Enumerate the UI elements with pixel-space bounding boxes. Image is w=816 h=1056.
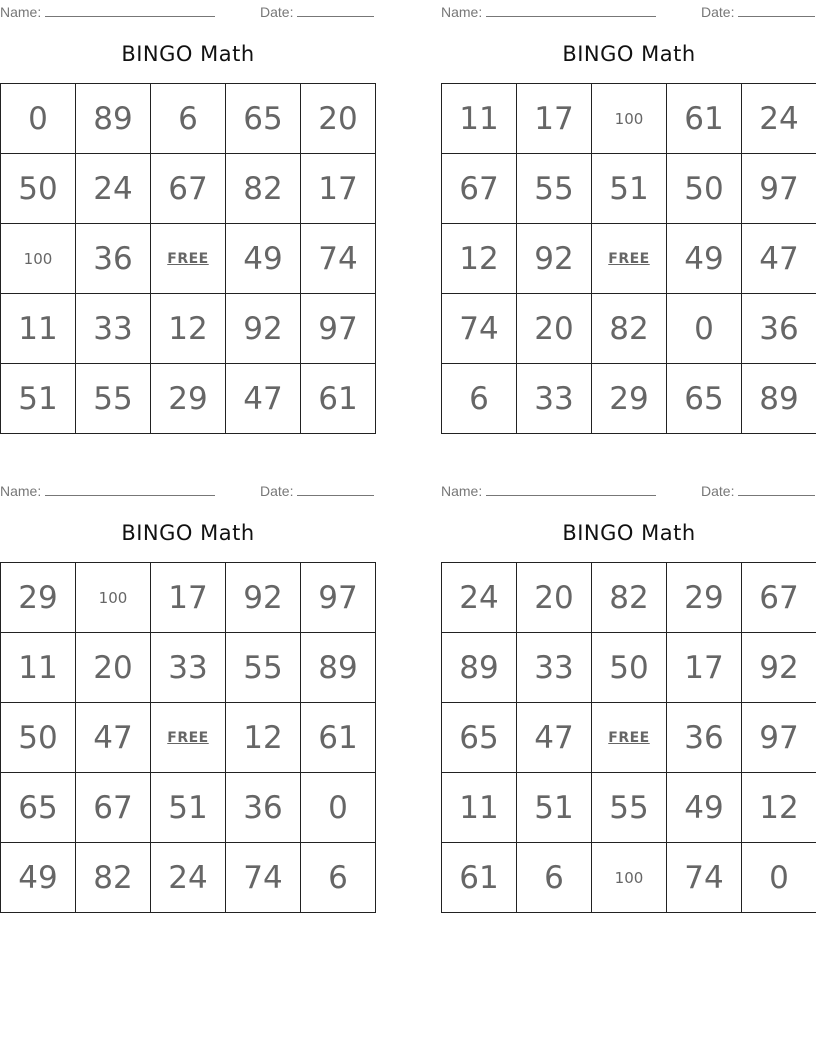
card-title: BINGO Math (562, 42, 696, 66)
name-date-bar (441, 0, 816, 20)
name-date-bar (441, 479, 816, 499)
card-title: BINGO Math (562, 521, 696, 545)
date-field[interactable] (260, 2, 374, 20)
grid-cell[interactable]: 82 (592, 563, 667, 633)
grid-cell[interactable]: 12 (742, 773, 816, 843)
grid-cell[interactable]: 50 (1, 154, 76, 224)
date-field[interactable] (701, 2, 815, 20)
name-label: Name: (441, 483, 483, 499)
date-line (297, 2, 374, 17)
grid-cell[interactable]: 67 (742, 563, 816, 633)
free-space-cell[interactable]: FREE (151, 703, 226, 773)
grid-cell[interactable]: 0 (1, 84, 76, 154)
grid-cell[interactable]: 0 (301, 773, 376, 843)
grid-cell[interactable]: 89 (742, 364, 816, 434)
grid-cell[interactable]: 33 (517, 633, 592, 703)
grid-cell[interactable]: 74 (301, 224, 376, 294)
grid-row (1, 563, 376, 633)
grid-cell[interactable]: 65 (226, 84, 301, 154)
grid-cell[interactable]: 12 (226, 703, 301, 773)
grid-cell[interactable]: 82 (76, 843, 151, 913)
grid-cell[interactable]: 29 (151, 364, 226, 434)
free-space-cell[interactable]: FREE (592, 703, 667, 773)
grid-cell[interactable]: 65 (667, 364, 742, 434)
grid-row (442, 843, 816, 913)
grid-cell[interactable]: 6 (442, 364, 517, 434)
grid-cell[interactable]: 24 (742, 84, 816, 154)
grid-cell[interactable]: 12 (151, 294, 226, 364)
grid-cell[interactable]: 29 (1, 563, 76, 633)
name-field[interactable] (0, 481, 215, 499)
grid-cell[interactable]: 61 (301, 703, 376, 773)
grid-cell[interactable]: 11 (1, 633, 76, 703)
card-title: BINGO Math (121, 42, 255, 66)
name-label: Name: (0, 4, 42, 20)
grid-row (1, 224, 376, 294)
grid-cell[interactable]: 36 (667, 703, 742, 773)
grid-cell[interactable]: 89 (301, 633, 376, 703)
grid-cell[interactable]: 67 (442, 154, 517, 224)
grid-row (1, 843, 376, 913)
grid-cell[interactable]: 47 (742, 224, 816, 294)
grid-cell[interactable]: 89 (442, 633, 517, 703)
date-label: Date: (701, 483, 735, 499)
name-date-bar (0, 0, 376, 20)
grid-cell[interactable]: 61 (301, 364, 376, 434)
free-space-cell[interactable]: FREE (592, 224, 667, 294)
grid-cell[interactable]: 49 (1, 843, 76, 913)
grid-cell[interactable]: 55 (226, 633, 301, 703)
grid-cell[interactable]: 29 (592, 364, 667, 434)
grid-cell[interactable]: 97 (301, 294, 376, 364)
grid-cell[interactable]: 12 (442, 224, 517, 294)
grid-cell[interactable]: 29 (667, 563, 742, 633)
grid-cell[interactable]: 20 (517, 563, 592, 633)
date-line (738, 2, 815, 17)
name-label: Name: (441, 4, 483, 20)
grid-cell[interactable]: 97 (742, 703, 816, 773)
grid-row (442, 154, 816, 224)
grid-row (1, 294, 376, 364)
date-label: Date: (701, 4, 735, 20)
bingo-grid (0, 83, 376, 434)
grid-cell[interactable]: 0 (667, 294, 742, 364)
grid-cell[interactable]: 20 (517, 294, 592, 364)
grid-cell[interactable]: 11 (442, 773, 517, 843)
bingo-grid (0, 562, 376, 913)
name-line (45, 2, 215, 17)
grid-cell[interactable]: 17 (667, 633, 742, 703)
grid-cell[interactable]: 97 (301, 563, 376, 633)
grid-cell[interactable]: 47 (76, 703, 151, 773)
grid-cell[interactable]: 55 (517, 154, 592, 224)
date-line (297, 481, 374, 496)
grid-cell[interactable]: 92 (742, 633, 816, 703)
grid-row (1, 703, 376, 773)
grid-row (442, 224, 816, 294)
grid-cell[interactable]: 50 (667, 154, 742, 224)
grid-cell[interactable]: 11 (442, 84, 517, 154)
grid-row (1, 633, 376, 703)
name-line (45, 481, 215, 496)
grid-cell[interactable]: 33 (517, 364, 592, 434)
date-line (738, 481, 815, 496)
name-line (486, 481, 656, 496)
grid-cell[interactable]: 24 (151, 843, 226, 913)
grid-row (1, 154, 376, 224)
grid-cell[interactable]: 49 (667, 224, 742, 294)
grid-cell[interactable]: 51 (592, 154, 667, 224)
grid-cell[interactable]: 36 (226, 773, 301, 843)
grid-cell[interactable]: 65 (1, 773, 76, 843)
grid-cell[interactable]: 100 (592, 843, 667, 913)
grid-cell[interactable]: 97 (742, 154, 816, 224)
grid-cell[interactable]: 24 (442, 563, 517, 633)
grid-cell[interactable]: 50 (1, 703, 76, 773)
grid-cell[interactable]: 51 (1, 364, 76, 434)
name-date-bar (0, 479, 376, 499)
grid-cell[interactable]: 51 (517, 773, 592, 843)
bingo-grid (441, 83, 816, 434)
date-label: Date: (260, 483, 294, 499)
grid-cell[interactable]: 6 (517, 843, 592, 913)
grid-cell[interactable]: 92 (226, 294, 301, 364)
date-field[interactable] (701, 481, 815, 499)
grid-cell[interactable]: 20 (301, 84, 376, 154)
grid-cell[interactable]: 6 (151, 84, 226, 154)
grid-cell[interactable]: 92 (517, 224, 592, 294)
grid-cell[interactable]: 67 (151, 154, 226, 224)
grid-cell[interactable]: 36 (742, 294, 816, 364)
grid-row (442, 703, 816, 773)
grid-row (442, 773, 816, 843)
grid-cell[interactable]: 24 (76, 154, 151, 224)
grid-row (1, 84, 376, 154)
grid-cell[interactable]: 49 (226, 224, 301, 294)
grid-cell[interactable]: 100 (1, 224, 76, 294)
grid-cell[interactable]: 100 (592, 84, 667, 154)
grid-cell[interactable]: 6 (301, 843, 376, 913)
grid-cell[interactable]: 89 (76, 84, 151, 154)
grid-cell[interactable]: 51 (151, 773, 226, 843)
grid-cell[interactable]: 67 (76, 773, 151, 843)
grid-cell[interactable]: 82 (226, 154, 301, 224)
grid-cell[interactable]: 20 (76, 633, 151, 703)
grid-cell[interactable]: 11 (1, 294, 76, 364)
grid-cell[interactable]: 47 (517, 703, 592, 773)
grid-cell[interactable]: 61 (442, 843, 517, 913)
grid-row (442, 563, 816, 633)
grid-row (442, 294, 816, 364)
grid-cell[interactable]: 55 (76, 364, 151, 434)
card-title: BINGO Math (121, 521, 255, 545)
grid-cell[interactable]: 82 (592, 294, 667, 364)
name-line (486, 2, 656, 17)
bingo-grid (441, 562, 816, 913)
name-field[interactable] (441, 481, 656, 499)
grid-cell[interactable]: 36 (76, 224, 151, 294)
grid-row (1, 773, 376, 843)
grid-cell[interactable]: 100 (76, 563, 151, 633)
grid-cell[interactable]: 55 (592, 773, 667, 843)
grid-cell[interactable]: 65 (442, 703, 517, 773)
grid-cell[interactable]: 33 (151, 633, 226, 703)
grid-cell[interactable]: 17 (517, 84, 592, 154)
grid-cell[interactable]: 74 (442, 294, 517, 364)
grid-cell[interactable]: 0 (742, 843, 816, 913)
grid-cell[interactable]: 92 (226, 563, 301, 633)
date-label: Date: (260, 4, 294, 20)
grid-row (442, 633, 816, 703)
grid-cell[interactable]: 47 (226, 364, 301, 434)
name-field[interactable] (441, 2, 656, 20)
grid-cell[interactable]: 49 (667, 773, 742, 843)
grid-cell[interactable]: 17 (151, 563, 226, 633)
grid-cell[interactable]: 74 (226, 843, 301, 913)
grid-row (1, 364, 376, 434)
grid-cell[interactable]: 61 (667, 84, 742, 154)
grid-row (442, 84, 816, 154)
name-field[interactable] (0, 2, 215, 20)
date-field[interactable] (260, 481, 374, 499)
grid-cell[interactable]: 33 (76, 294, 151, 364)
grid-row (442, 364, 816, 434)
grid-cell[interactable]: 74 (667, 843, 742, 913)
grid-cell[interactable]: 50 (592, 633, 667, 703)
grid-cell[interactable]: 17 (301, 154, 376, 224)
name-label: Name: (0, 483, 42, 499)
free-space-cell[interactable]: FREE (151, 224, 226, 294)
